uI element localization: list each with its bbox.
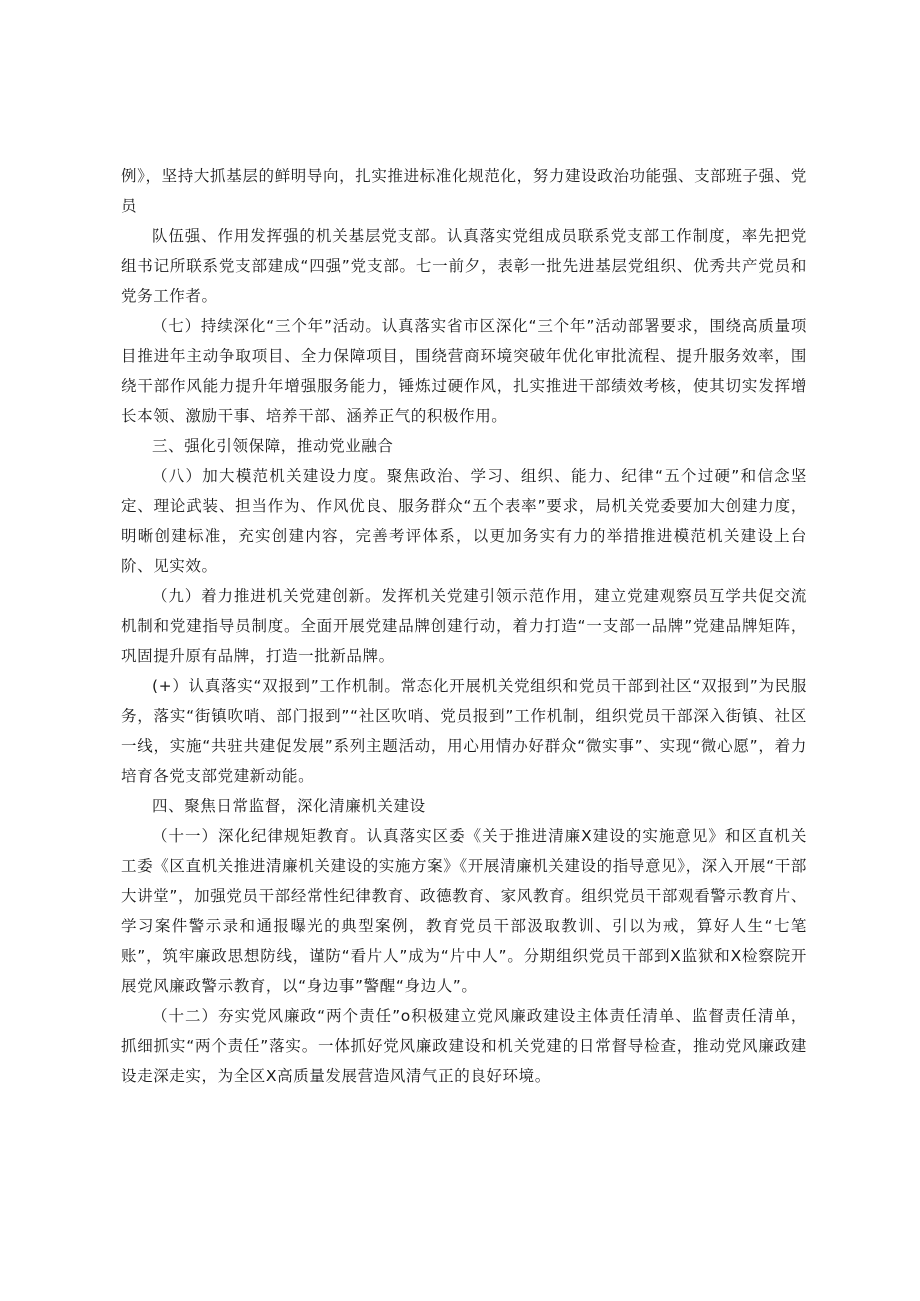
- document-body: [121, 161, 807, 1091]
- paragraph-item-11: （十一）深化纪律规矩教育。认真落实区委《关于推进清廉X建设的实施意见》和区直机关工委《区直机关推进清廉机关建设的实施方案》《开展清廉机关建设的指导意见》，深入开展“干部大讲堂”，加强党员干部经常性纪律教育、政德教育、家风教育。组织党员干部观看警示教育片、学习案件警示录和通报曝光的典型案例，教育党员干部汲取教训、引以为戒，算好人生“七笔账”，筑牢廉政思想防线，谨防“看片人”成为“片中人”。分期组织党员干部到X监狱和X检察院开展党风廉政警示教育，以“身边事”警醒“身边人”。: [121, 827, 807, 995]
- paragraph-item-12: （十二）夯实党风廉政“两个责任”o积极建立党风廉政建设主体责任清单、监督责任清单，抓细抓实“两个责任”落实。一体抓好党风廉政建设和机关党建的日常督导检查，推动党风廉政建设走深走实，为全区X高质量发展营造风清气正的良好环境。: [121, 1007, 807, 1085]
- section-heading-4: 四、聚焦日常监督，深化清廉机关建设: [152, 797, 426, 815]
- paragraph-party-branch: 队伍强、作用发挥强的机关基层党支部。认真落实党组成员联系党支部工作制度，率先把党组书记所联系党支部建成“四强”党支部。七一前夕，表彰一批先进基层党组织、优秀共产党员和党务工作者。: [121, 227, 807, 305]
- section-heading-3: 三、强化引领保障，推动党业融合: [152, 437, 394, 455]
- paragraph-item-10: (+）认真落实“双报到”工作机制。常态化开展机关党组织和党员干部到社区“双报到”为民服务，落实“街镇吹哨、部门报到”“社区吹哨、党员报到”工作机制，组织党员干部深入街镇、社区一线，实施“共驻共建促发展”系列主题活动，用心用情办好群众“微实事”、实现“微心愿”，着力培育各党支部党建新动能。: [121, 677, 807, 785]
- paragraph-item-9: （九）着力推进机关党建创新。发挥机关党建引领示范作用，建立党建观察员互学共促交流机制和党建指导员制度。全面开展党建品牌创建行动，着力打造“一支部一品牌”党建品牌矩阵，巩固提升原有品牌，打造一批新品牌。: [121, 587, 807, 665]
- paragraph-item-7: （七）持续深化“三个年”活动。认真落实省市区深化“三个年”活动部署要求，围绕高质量项目推进年主动争取项目、全力保障项目，围绕营商环境突破年优化审批流程、提升服务效率，围绕干部作风能力提升年增强服务能力，锤炼过硬作风，扎实推进干部绩效考核，使其切实发挥增长本领、激励干事、培养干部、涵养正气的积极作用。: [121, 317, 807, 425]
- paragraph-continuation: 例》，坚持大抓基层的鲜明导向，扎实推进标准化规范化，努力建设政治功能强、支部班子强、党员: [121, 167, 807, 215]
- paragraph-item-8: （八）加大模范机关建设力度。聚焦政治、学习、组织、能力、纪律“五个过硬”和信念坚定、理论武装、担当作为、作风优良、服务群众“五个表率”要求，局机关党委要加大创建力度，明晰创建标准，充实创建内容，完善考评体系，以更加务实有力的举措推进模范机关建设上台阶、见实效。: [121, 467, 807, 575]
